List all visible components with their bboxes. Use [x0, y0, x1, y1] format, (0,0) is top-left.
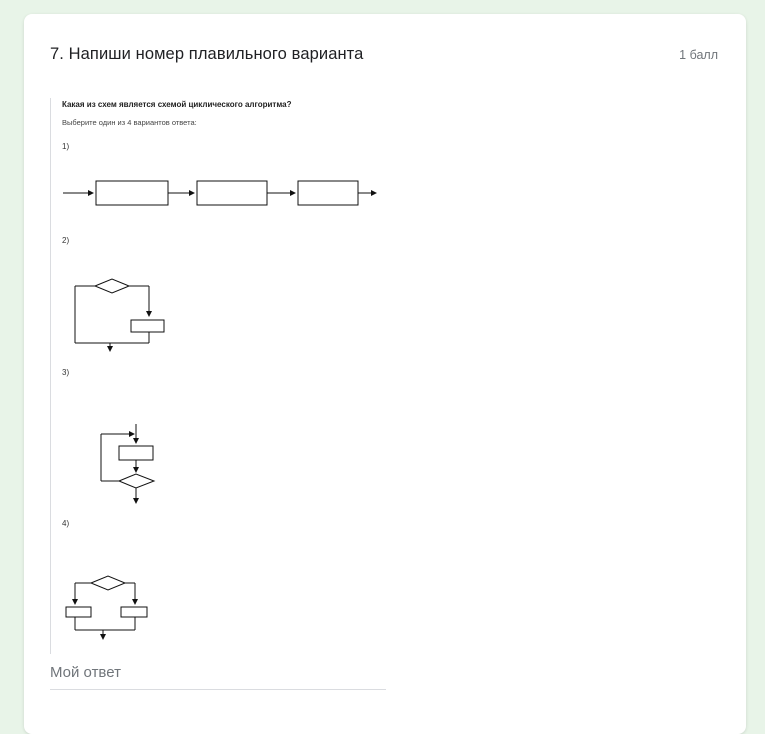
question-title: 7. Напиши номер плавильного варианта [50, 45, 364, 63]
question-points: 1 балл [679, 48, 718, 62]
diagram-linear [63, 181, 376, 205]
answer-input[interactable]: Мой ответ [50, 664, 121, 681]
flowchart-diagrams [51, 98, 391, 654]
image-heading: Какая из схем является схемой циклического алгоритма? [62, 100, 292, 109]
option-label-4: 4) [62, 519, 70, 528]
answer-underline [50, 689, 386, 690]
option-label-2: 2) [62, 236, 70, 245]
image-subheading: Выберите один из 4 вариантов ответа: [62, 118, 197, 127]
option-label-1: 1) [62, 142, 70, 151]
diagram-loop [101, 424, 154, 503]
question-card [24, 14, 746, 734]
diagram-branch-merge [66, 576, 147, 639]
option-label-3: 3) [62, 368, 70, 377]
diagram-branching [75, 279, 164, 351]
question-image [50, 98, 391, 654]
